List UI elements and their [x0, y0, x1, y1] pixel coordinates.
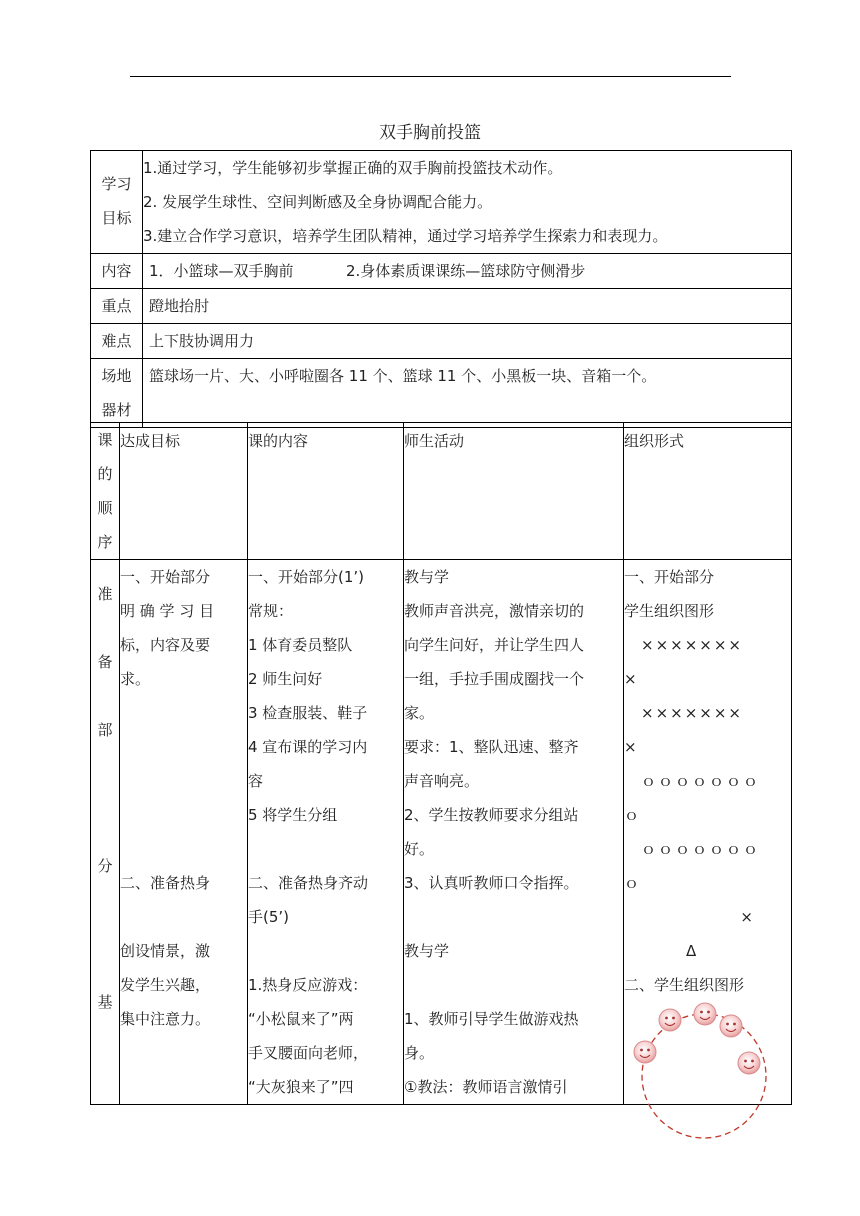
goals-column: 一、开始部分 明 确 学 习 目 标，内容及要 求。 二、准备热身 创设情景，激 发学生兴趣， 集中注意力。	[120, 560, 248, 1105]
circle-path	[642, 1014, 766, 1138]
row-key-point	[91, 289, 792, 324]
smiley-face-icon	[720, 1015, 742, 1037]
document-title: 双手胸前投篮	[379, 123, 481, 143]
smiley-face-icon	[694, 1003, 716, 1025]
row-equipment	[91, 359, 792, 428]
label-objectives: 学习 目标	[91, 151, 143, 254]
organization-column: 一、开始部分 学生组织图形 ××××××× × ××××××× × ｏｏｏｏｏｏｏ ｏ ｏｏｏｏｏｏｏ ｏ × Δ 二、学生组织图形	[624, 560, 792, 1105]
header-activities: 师生活动	[404, 423, 624, 560]
label-content: 内容	[91, 254, 143, 289]
content-text: 1．小篮球—双手胸前 2.身体素质课课练—篮球防守侧滑步	[143, 254, 792, 289]
header-rule	[130, 76, 731, 77]
header-content: 课的内容	[248, 423, 404, 560]
objectives-text: 1.通过学习，学生能够初步掌握正确的双手胸前投篮技术动作。 2. 发展学生球性、空间判断感及全身协调配合能力。 3.建立合作学习意识，培养学生团队精神，通过学习培养学生探索力和表现力。	[143, 151, 792, 254]
activities-column: 教与学 教师声音洪亮，激情亲切的 向学生问好，并让学生四人 一组，手拉手围成圈找一个 家。 要求：1、整队迅速、整齐 声音响亮。 2、学生按教师要求分组站 好。 3、认真听教师口令指挥。 教与学 1、教师引导学生做游戏热 身。 ①教法：教师语言激情引	[404, 560, 624, 1105]
formation-row-circle-1: ｏｏｏｏｏｏｏ	[624, 772, 761, 790]
formation-row-cross-1: ×××××××	[624, 636, 743, 654]
formation-teacher-triangle: Δ	[686, 942, 697, 960]
smiley-face-icon	[659, 1009, 681, 1031]
circle-formation-diagram	[628, 995, 778, 1145]
formation-teacher-cross: ×	[740, 908, 753, 926]
key-point-text: 蹬地抬肘	[143, 289, 792, 324]
formation-row-cross-2: ×××××××	[624, 704, 743, 722]
lesson-header-row	[91, 423, 792, 560]
label-difficulty: 难点	[91, 324, 143, 359]
content-column: 一、开始部分(1’) 常规： 1 体育委员整队 2 师生问好 3 检查服装、鞋子 4 宣布课的学习内 容 5 将学生分组 二、准备热身齐动 手(5’) 1.热身反应游戏： “小松鼠来了”两 手叉腰面向老师， “大灰狼来了”四	[248, 560, 404, 1105]
info-table	[90, 150, 792, 428]
header-organization: 组织形式	[624, 423, 792, 560]
row-objectives	[91, 151, 792, 254]
header-order: 课 的 顺 序	[91, 423, 120, 560]
header-goals: 达成目标	[120, 423, 248, 560]
smiley-face-icon	[738, 1052, 760, 1074]
formation-row-circle-2: ｏｏｏｏｏｏｏ	[624, 840, 761, 858]
label-equipment: 场地 器材	[91, 359, 143, 428]
label-key-point: 重点	[91, 289, 143, 324]
row-content	[91, 254, 792, 289]
smiley-face-icon	[634, 1041, 656, 1063]
difficulty-text: 上下肢协调用力	[143, 324, 792, 359]
equipment-text: 篮球场一片、大、小呼啦圈各 11 个、篮球 11 个、小黑板一块、音箱一个。	[143, 359, 792, 428]
section-vertical-label: 准 备 部 分 基	[91, 560, 120, 1105]
row-difficulty	[91, 324, 792, 359]
